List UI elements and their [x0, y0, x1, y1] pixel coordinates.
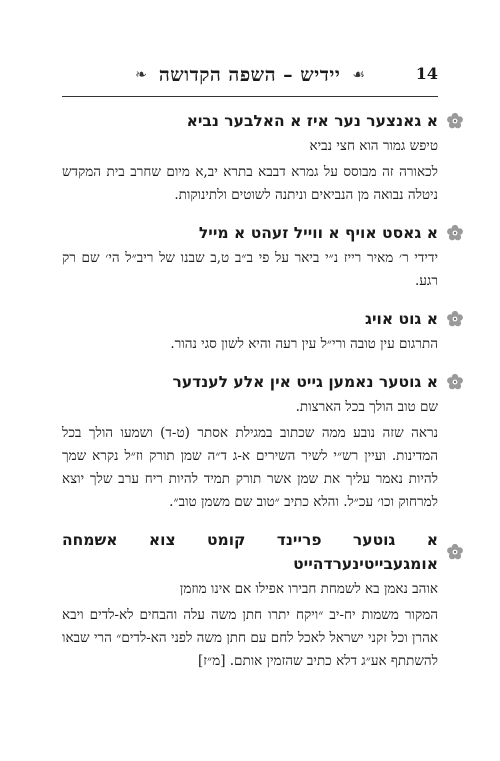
flower-bullet-icon	[446, 224, 464, 242]
entry-translation: טיפש גמור הוא חצי נביא	[309, 138, 438, 154]
flower-bullet-icon	[446, 373, 464, 391]
entry-title	[62, 307, 438, 331]
entry-title-text: א גאסט אויף א ווייל זעהט א מייל	[198, 224, 438, 242]
entry	[62, 221, 438, 293]
entry-title	[62, 109, 438, 133]
entry	[62, 109, 438, 207]
entry-title	[62, 370, 438, 394]
entry	[62, 370, 438, 514]
entry	[62, 307, 438, 356]
entry-translation: אוהב נאמן בא לשמחת חבירו אפילו אם אינו מוזמן	[179, 581, 438, 597]
entry-title-text: א גוט אויג	[365, 310, 438, 328]
entry-body: לכאורה זה מבוסס על גמרא דבבא בתרא יב,א מיום שחרב בית המקדש ניטלה נבואה מן הנביאים וניתנה לשוטים ולתינוקות.	[62, 164, 438, 203]
page-number: 14	[415, 64, 438, 83]
entry-title	[62, 221, 438, 245]
running-header	[62, 58, 438, 92]
header-title: יידיש – השפה הקדושה	[158, 63, 341, 86]
header-rule	[62, 96, 438, 97]
entry-body: נראה שזה נובע ממה שכתוב במגילת אסתר (ט-ד) ושמעו הולך בכל המדינות. ועיין רש״י לשיר השירים א-ג ד״ה שמן תורק וז״ל נקרא שמך להיות נאמר עליך את שמן אשר תורק תמיד להיות ריח ערב שלך יוצא למרחוק וכו׳ עכ״ל. והלא כתיב ״טוב שם משמן טוב״.	[62, 425, 438, 510]
entry	[62, 528, 438, 673]
entry-title-text: א גוטער נאמען גייט אין אלע לענדער	[172, 373, 438, 391]
ornament-icon: ☙	[352, 67, 365, 83]
entry-body: ידידי ר׳ מאיר רייז נ״י ביאר על פי ב״ב ט,ב שבנו של ריב״ל הי׳ שם רק רגע.	[62, 250, 438, 289]
entry-title	[62, 528, 438, 576]
flower-bullet-icon	[446, 310, 464, 328]
entry-title-text: א גוטער פריינד קומט צוא אשמחה אומגעבייטינערדהייט	[62, 531, 438, 573]
entry-title-text: א גאנצער נער איז א האלבער נביא	[186, 112, 438, 130]
flower-bullet-icon	[446, 543, 464, 561]
ornament-icon: ❧	[135, 67, 147, 83]
flower-bullet-icon	[446, 112, 464, 130]
entry-body: התרגום עין טובה ורי״ל עין רעה והיא לשון סגי נהור.	[170, 336, 438, 352]
entry-body: המקור משמות יח-יב ״ויקח יתרו חתן משה עלה והבחים לא-לדים ויבא אהרן וכל זקני ישראל לאכל לחם עם חתן משה לפני הא-לדים״ הרי שבאו להשתתף אע״ג דלא כתיב שהזמין אותם. [מ״ז]	[62, 607, 438, 669]
entries-list	[62, 109, 438, 673]
entry-translation: שם טוב הולך בכל הארצות.	[295, 399, 438, 415]
